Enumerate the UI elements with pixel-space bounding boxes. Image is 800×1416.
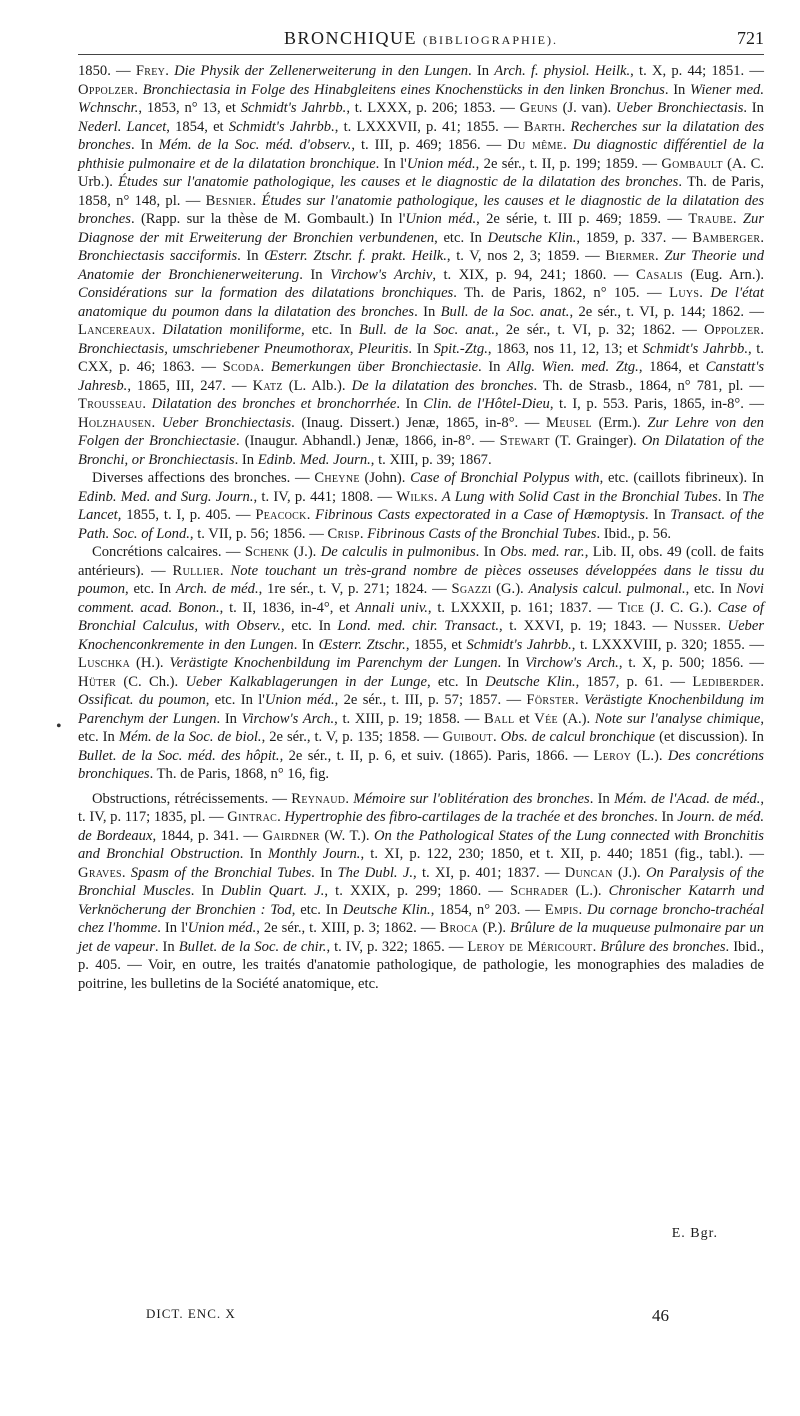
citation-text: . In bbox=[408, 340, 434, 357]
author-name: Empis bbox=[544, 901, 579, 918]
citation-text: , etc. In bbox=[685, 581, 737, 597]
page-title bbox=[78, 28, 764, 49]
author-name: Schenk bbox=[244, 544, 290, 560]
citation-text: , etc. In bbox=[125, 581, 176, 597]
citation-text: . bbox=[219, 562, 231, 579]
citation-text: . bbox=[574, 692, 584, 708]
citation-text: . bbox=[277, 809, 285, 825]
citation-title: On the Pathological States of the Lung connected with Bronchitis and Bronchial Obstruction bbox=[78, 827, 764, 862]
footer-volume-label: DICT. ENC. X bbox=[146, 1306, 236, 1321]
author-name: Nusser bbox=[673, 618, 718, 634]
author-name: Hüter bbox=[78, 673, 117, 690]
citation-title: Ueber Knochenconkremente in den Lungen bbox=[78, 618, 765, 653]
citation-text: . In bbox=[216, 710, 242, 727]
citation-text: , 1844, p. 341. — bbox=[152, 827, 263, 844]
author-name: Bamberger bbox=[692, 229, 761, 246]
citation-text: . In bbox=[293, 636, 319, 653]
citation-title: Monthly Journ. bbox=[267, 846, 361, 862]
citation-text: . bbox=[142, 396, 152, 412]
author-name: Cheyne bbox=[314, 470, 360, 486]
citation-text: . bbox=[151, 322, 163, 338]
citation-title: Analysis calcul. pulmonal. bbox=[528, 581, 686, 597]
citation-title: Allg. Wien. med. Ztg. bbox=[507, 359, 639, 375]
citation-title: Bull. de la Soc. anat. bbox=[440, 303, 570, 320]
citation-text: , t. LXXXVII, p. 41; 1855. — bbox=[334, 118, 524, 135]
citation-text: . Ibid., p. 56. bbox=[596, 525, 672, 542]
citation-title: Brûlure de la muqueuse pulmonaire par un jet de vapeur bbox=[78, 920, 764, 955]
citation-title: Des concrétions bronchiques bbox=[78, 747, 764, 782]
citation-title: Virchow's Arch. bbox=[525, 655, 619, 671]
citation-title: Bronchiectasis sacciformis bbox=[78, 248, 238, 264]
citation-text: . bbox=[655, 248, 665, 264]
citation-text: . bbox=[492, 729, 501, 745]
citation-title: On Paralysis of the Bronchial Muscles bbox=[78, 864, 765, 899]
author-name: Biermer bbox=[605, 248, 656, 264]
citation-title: Considérations sur la formation des dilatations bronchiques bbox=[78, 285, 454, 301]
author-name: Oppolzer bbox=[704, 322, 761, 338]
citation-text: . In bbox=[237, 248, 265, 264]
author-name: Luys bbox=[669, 285, 700, 301]
citation-title: Verästigte Knochenbildung im Parenchym der Lungen bbox=[169, 655, 498, 671]
citation-text: (H.). bbox=[130, 655, 170, 671]
bibliography-body bbox=[78, 62, 764, 993]
citation-text: . In bbox=[743, 100, 764, 116]
citation-text: . In bbox=[589, 790, 615, 807]
citation-title: Case of Bronchial Calculus, with Observ. bbox=[78, 599, 764, 634]
citation-text: . In l' bbox=[157, 920, 188, 936]
citation-text: . bbox=[563, 137, 573, 153]
author-name: Rullier bbox=[172, 562, 220, 579]
citation-title: Edinb. Med. and Surg. Journ. bbox=[78, 488, 254, 505]
citation-title: Union méd. bbox=[405, 211, 477, 227]
citation-title: Bullet. de la Soc. méd. des hôpit. bbox=[78, 747, 280, 764]
citation-text: , 2e série, t. III p. 469; 1859. — bbox=[476, 211, 689, 227]
citation-text: . bbox=[760, 229, 764, 246]
author-name: Meusel bbox=[546, 414, 592, 431]
citation-text: , t. IV, p. 441; 1808. — bbox=[253, 488, 397, 505]
citation-text: . (Inaug. Dissert.) Jenæ, 1865, in-8°. — bbox=[291, 414, 547, 431]
citation-text: . In bbox=[299, 266, 331, 283]
citation-title: Schmidt's Jahrbb. bbox=[466, 636, 572, 653]
citation-text: . (Rapp. sur la thèse de M. Gombault.) In l' bbox=[130, 211, 406, 227]
citation-title: Bullet. de la Soc. de chir. bbox=[178, 938, 327, 955]
citation-title: A Lung with Solid Cast in the Bronchial Tubes bbox=[441, 488, 718, 505]
citation-text: Obstructions, rétrécissements. — bbox=[92, 790, 292, 807]
citation-title: Zur Theorie und Anatomie der Bronchienerweiterung bbox=[78, 248, 765, 283]
author-name: Frey bbox=[135, 63, 166, 79]
author-name: Duncan bbox=[564, 864, 613, 881]
citation-text: (Eug. Arn.). bbox=[682, 266, 764, 283]
citation-text: , t. XXIX, p. 299; 1860. — bbox=[324, 883, 511, 899]
citation-text: . bbox=[592, 938, 601, 955]
citation-text: . bbox=[578, 901, 588, 918]
citation-text: , t. XIII, p. 39; 1867. bbox=[370, 451, 492, 468]
citation-text: . In bbox=[497, 655, 526, 671]
citation-title: Mém. de la Soc. de biol. bbox=[118, 729, 262, 745]
citation-title: Die Physik der Zellenerweiterung in den Lungen bbox=[174, 63, 469, 79]
citation-text: . In bbox=[234, 451, 258, 468]
citation-title: Deutsche Klin. bbox=[485, 673, 576, 690]
citation-text: (P.). bbox=[478, 920, 510, 936]
citation-text: . bbox=[345, 790, 354, 807]
citation-title: De calculis in pulmonibus bbox=[320, 544, 476, 560]
citation-title: Edinb. Med. Journ. bbox=[257, 451, 371, 468]
bibliography-paragraph bbox=[78, 790, 764, 994]
citation-title: Nederl. Lancet bbox=[78, 118, 167, 135]
citation-title: Fibrinous Casts expectorated in a Case of Hæmoptysis bbox=[315, 507, 645, 523]
citation-text: . bbox=[165, 63, 175, 79]
citation-text: , t. II, 1836, in-4°, et bbox=[219, 599, 356, 616]
citation-text: , t. XIX, p. 94, 241; 1860. — bbox=[432, 266, 637, 283]
citation-title: Bemerkungen über Bronchiectasie bbox=[270, 359, 479, 375]
citation-title: Case of Bronchial Polypus with bbox=[410, 470, 600, 486]
citation-title: Deutsche Klin. bbox=[342, 901, 431, 918]
citation-title: Obs. de calcul bronchique bbox=[500, 729, 656, 745]
citation-text: , etc. In bbox=[426, 673, 486, 690]
citation-text: , 2e sér., t. V, p. 135; 1858. — bbox=[261, 729, 443, 745]
citation-text: , 1864, et bbox=[638, 359, 706, 375]
author-name: Besnier bbox=[205, 192, 253, 209]
citation-text: , 1865, III, 247. — bbox=[127, 377, 253, 394]
citation-text: , etc. In bbox=[78, 710, 764, 745]
citation-title: The Lancet bbox=[78, 488, 764, 523]
citation-text: , t. LXXXVIII, p. 320; 1855. — bbox=[571, 636, 764, 653]
author-name: Katz bbox=[252, 377, 283, 394]
citation-title: Deutsche Klin. bbox=[487, 229, 577, 246]
author-name: Stewart bbox=[499, 433, 550, 449]
citation-text: , 2e sér., t. VI, p. 144; 1862. — bbox=[569, 303, 764, 320]
author-name: Crisp bbox=[327, 525, 360, 542]
citation-text: , etc. In bbox=[434, 229, 488, 246]
citation-title: Transact. of the Path. Soc. of Lond. bbox=[78, 507, 764, 542]
author-name: Ball bbox=[484, 710, 515, 727]
citation-text: , 2e sér., t. II, p. 6, et suiv. (1865). Paris, 1866. — bbox=[279, 747, 594, 764]
citation-text: , t. X, p. 44; 1851. — bbox=[630, 63, 765, 79]
citation-title: Schmidt's Jahrbb. bbox=[240, 100, 347, 116]
citation-text: . Th. de Strasb., 1864, n° 781, pl. — bbox=[533, 377, 765, 394]
author-name: Gairdner bbox=[262, 827, 320, 844]
citation-title: Œsterr. Ztschr. f. prakt. Heilk. bbox=[264, 248, 447, 264]
citation-text: , t. III, p. 469; 1856. — bbox=[351, 137, 508, 153]
citation-text: , t. V, nos 2, 3; 1859. — bbox=[446, 248, 606, 264]
citation-title: Lond. med. chir. Transact. bbox=[337, 618, 500, 634]
author-name: Schrader bbox=[510, 883, 569, 899]
citation-text: , 2e sér., t. VI, p. 32; 1862. — bbox=[495, 322, 705, 338]
citation-title: Études sur l'anatomie pathologique, les causes et le diagnostic de la dilatation des bronches bbox=[78, 192, 764, 227]
citation-text: . In bbox=[396, 396, 424, 412]
citation-text: . bbox=[306, 507, 316, 523]
author-name: Förster bbox=[526, 692, 575, 708]
citation-text: , 1853, n° 13, et bbox=[138, 100, 241, 116]
citation-title: Wiener med. Wchnschr. bbox=[78, 81, 765, 116]
citation-text: . In bbox=[717, 488, 743, 505]
citation-text: , etc. In bbox=[281, 618, 338, 634]
citation-title: Note sur l'analyse chimique bbox=[594, 710, 761, 727]
citation-title: Arch. f. physiol. Heilk. bbox=[494, 63, 631, 79]
author-name: Peacock bbox=[255, 507, 307, 523]
author-name: Trousseau bbox=[78, 396, 143, 412]
citation-title: Zur Lehre von den Folgen der Bronchiectasie bbox=[78, 414, 764, 449]
citation-text: . bbox=[732, 211, 743, 227]
citation-text: . In bbox=[664, 81, 691, 98]
margin-bullet-mark: • bbox=[56, 718, 62, 735]
citation-text: . In bbox=[154, 938, 179, 955]
citation-text: , etc. In bbox=[300, 322, 359, 338]
citation-text: . In bbox=[130, 137, 159, 153]
author-name: Lancereaux bbox=[78, 322, 152, 338]
citation-text: . bbox=[359, 525, 368, 542]
citation-text: . Th. de Paris, 1858, n° 148, pl. — bbox=[78, 174, 764, 209]
running-header bbox=[78, 28, 764, 52]
citation-text: . In bbox=[190, 883, 221, 899]
citation-text: , 2e sér., t. II, p. 199; 1859. — bbox=[475, 155, 662, 172]
citation-text: . Th. de Paris, 1862, n° 105. — bbox=[453, 285, 670, 301]
citation-text: . In bbox=[468, 63, 495, 79]
author-name: Wilks bbox=[396, 488, 434, 505]
bibliography-paragraph bbox=[78, 543, 764, 784]
citation-text: (J.). bbox=[612, 864, 646, 881]
author-name: Graves bbox=[78, 864, 122, 881]
citation-title: Mém. de la Soc. méd. d'observ. bbox=[158, 137, 352, 153]
citation-text: . (Inaugur. Abhandl.) Jenæ, 1866, in-8°. — bbox=[235, 433, 500, 449]
citation-text: , t. I, p. 553. Paris, 1865, in-8°. — bbox=[549, 396, 765, 412]
citation-text: , t. XIII, p. 19; 1858. — bbox=[334, 710, 485, 727]
citation-text: . bbox=[134, 81, 143, 98]
citation-text: (John). bbox=[359, 470, 411, 486]
author-name: Du même bbox=[507, 137, 564, 153]
author-name: Luschka bbox=[78, 655, 131, 671]
author-name: Broca bbox=[439, 920, 479, 936]
citation-text: , t. LXXXII, p. 161; 1837. — bbox=[427, 599, 618, 616]
citation-text: . In bbox=[311, 864, 338, 881]
citation-text: . Ibid., p. 405. — Voir, en outre, les traités d'anatomie pathologique, de pathologie, les monographies des maladies de poitrine, les bulletins de la Société anatomique, etc. bbox=[78, 938, 765, 992]
citation-text: Concrétions calcaires. — bbox=[92, 544, 245, 560]
citation-text: , 1re sér., t. V, p. 271; 1824. — bbox=[258, 581, 452, 597]
citation-text: (T. Grainger). bbox=[549, 433, 642, 449]
citation-title: Dilatation moniliforme bbox=[162, 322, 301, 338]
citation-title: Obs. med. rar. bbox=[500, 544, 585, 560]
citation-text: . bbox=[121, 864, 131, 881]
bibliography-paragraph bbox=[78, 469, 764, 543]
author-name: Reynaud bbox=[291, 790, 346, 807]
citation-text: , 1855, et bbox=[405, 636, 467, 653]
citation-title: The Dubl. J. bbox=[337, 864, 414, 881]
citation-title: Mémoire sur l'oblitération des bronches bbox=[353, 790, 590, 807]
citation-title: Note touchant un très-grand nombre de pièces osseuses développées dans le tissu du poumon bbox=[78, 562, 764, 597]
citation-text: (G.). bbox=[491, 581, 529, 597]
citation-title: Mém. de l'Acad. de méd. bbox=[614, 790, 761, 807]
citation-text: (L. Alb.). bbox=[282, 377, 352, 394]
citation-title: Union méd. bbox=[264, 692, 335, 708]
citation-title: Virchow's Arch. bbox=[241, 710, 335, 727]
citation-text: . bbox=[433, 488, 442, 505]
citation-text: (A.). bbox=[557, 710, 595, 727]
citation-title: Schmidt's Jahrbb. bbox=[642, 340, 748, 357]
author-name: Geuns bbox=[519, 100, 558, 116]
citation-title: Annali univ. bbox=[355, 599, 428, 616]
citation-text: Diverses affections des bronches. — bbox=[92, 470, 315, 486]
citation-text: , t. IV, p. 322; 1865. — bbox=[326, 938, 468, 955]
citation-title: Virchow's Archiv bbox=[330, 266, 433, 283]
citation-title: Ueber Kalkablagerungen in der Lunge bbox=[185, 673, 427, 690]
citation-text: . bbox=[151, 414, 162, 431]
citation-text: , etc. (caillots fibrineux). In bbox=[599, 470, 764, 486]
citation-title: Œsterr. Ztschr. bbox=[318, 636, 406, 653]
citation-text: (J. C. G.). bbox=[644, 599, 718, 616]
citation-text: , 2e sér., t. XIII, p. 3; 1862. — bbox=[256, 920, 440, 936]
citation-text: , etc. In bbox=[291, 901, 343, 918]
author-name: Vée bbox=[534, 710, 558, 727]
citation-text: . In bbox=[478, 359, 508, 375]
citation-title: Canstatt's Jahresb. bbox=[78, 359, 765, 394]
citation-title: Bronchiectasis, umschriebener Pneumothorax, Pleuritis bbox=[78, 340, 409, 357]
citation-text: . In bbox=[475, 544, 501, 560]
citation-text: (Erm.). bbox=[591, 414, 648, 431]
citation-title: Verästigte Knochenbildung im Parenchym der Lungen bbox=[78, 692, 765, 727]
citation-title: Union méd. bbox=[406, 155, 476, 172]
citation-title: Arch. de méd. bbox=[175, 581, 259, 597]
citation-title: Clin. de l'Hôtel-Dieu bbox=[423, 396, 550, 412]
citation-title: Union méd. bbox=[187, 920, 257, 936]
citation-title: De la dilatation des bronches bbox=[351, 377, 534, 394]
citation-title: Ueber Bronchiectasis bbox=[161, 414, 292, 431]
citation-text: . In l' bbox=[375, 155, 407, 172]
citation-title: Spit.-Ztg. bbox=[433, 340, 488, 357]
author-name: Guibout bbox=[442, 729, 493, 745]
citation-title: Du diagnostic différentiel de la phthisie pulmonaire et de la dilatation bronchique bbox=[78, 137, 765, 172]
citation-text: , t. IV, p. 117; 1835, pl. — bbox=[78, 790, 764, 825]
author-name: Oppolzer bbox=[78, 81, 135, 98]
citation-text: . bbox=[260, 359, 271, 375]
citation-text: (A. C. Urb.). bbox=[78, 155, 764, 190]
author-name: Holzhausen bbox=[78, 414, 152, 431]
citation-text: (et discussion). In bbox=[655, 729, 764, 745]
author-name: Scoda bbox=[222, 359, 261, 375]
citation-title: Hypertrophie des fibro-cartilages de la trachée et des bronches bbox=[284, 809, 655, 825]
citation-text: . Th. de Paris, 1868, n° 16, fig. bbox=[149, 766, 330, 782]
bibliography-paragraph bbox=[78, 62, 764, 469]
author-name: Gombault bbox=[661, 155, 723, 172]
citation-text: (L.). bbox=[631, 747, 668, 764]
citation-text: , 1855, t. I, p. 405. — bbox=[117, 507, 256, 523]
citation-title: Spasm of the Bronchial Tubes bbox=[130, 864, 312, 881]
title-subtitle: (BIBLIOGRAPHIE). bbox=[423, 33, 558, 47]
citation-title: Bull. de la Soc. anat. bbox=[358, 322, 496, 338]
citation-title: Schmidt's Jahrbb. bbox=[228, 118, 335, 135]
citation-text: , t. XI, p. 401; 1837. — bbox=[413, 864, 565, 881]
citation-text: , 1857, p. 61. — bbox=[575, 673, 693, 690]
citation-title: Bronchiectasia in Folge des Hinabgleitens eines Knochenstücks in den linken Bronchus bbox=[142, 81, 665, 98]
citation-title: On Dilatation of the Bronchi, or Bronchiectasis bbox=[78, 433, 765, 468]
author-signature: E. Bgr. bbox=[671, 1226, 718, 1241]
citation-text: , t. XI, p. 122, 230; 1850, et t. XII, p. 440; 1851 (fig., tabl.). — bbox=[360, 846, 764, 862]
author-name: Gintrac bbox=[227, 809, 278, 825]
citation-title: Ueber Bronchiectasis bbox=[615, 100, 744, 116]
citation-text: . In bbox=[414, 303, 441, 320]
citation-text: . In bbox=[654, 809, 678, 825]
citation-text: , t. XXVI, p. 19; 1843. — bbox=[499, 618, 674, 634]
citation-text: . In bbox=[239, 846, 268, 862]
citation-text: (L.). bbox=[568, 883, 609, 899]
citation-text: . bbox=[717, 618, 728, 634]
citation-text: (J. van). bbox=[557, 100, 616, 116]
header-rule bbox=[78, 54, 764, 55]
citation-text: , 1854, et bbox=[166, 118, 229, 135]
citation-text: . bbox=[699, 285, 711, 301]
citation-title: Fibrinous Casts of the Bronchial Tubes bbox=[367, 525, 597, 542]
author-name: Traube bbox=[688, 211, 733, 227]
citation-text: 1850. — bbox=[78, 63, 136, 79]
citation-text: (J.). bbox=[289, 544, 321, 560]
author-name: Lediberder bbox=[692, 673, 761, 690]
citation-text: (W. T.). bbox=[319, 827, 374, 844]
citation-text: (C. Ch.). bbox=[116, 673, 186, 690]
title-main: BRONCHIQUE bbox=[283, 28, 417, 48]
citation-text: , etc. In l' bbox=[205, 692, 265, 708]
citation-text: , t. CXX, p. 46; 1863. — bbox=[78, 340, 764, 375]
citation-title: Ossificat. du poumon bbox=[78, 692, 206, 708]
citation-text: , t. X, p. 500; 1856. — bbox=[618, 655, 765, 671]
citation-title: Novi comment. acad. Bonon. bbox=[78, 581, 764, 616]
citation-text: , 2e sér., t. III, p. 57; 1857. — bbox=[334, 692, 527, 708]
citation-text: , t. LXXX, p. 206; 1853. — bbox=[346, 100, 520, 116]
citation-title: Études sur l'anatomie pathologique, les causes et le diagnostic de la dilatation des bronches bbox=[118, 174, 679, 190]
citation-text: . bbox=[252, 192, 262, 209]
author-name: Leroy de Méricourt bbox=[467, 938, 593, 955]
citation-title: Brûlure des bronches bbox=[600, 938, 726, 955]
citation-title: Chronischer Katarrh und Verknöcherung der Bronchien : Tod bbox=[78, 883, 765, 918]
citation-title: Du cornage broncho-trachéal chez l'homme bbox=[78, 901, 765, 936]
citation-title: Zur Diagnose der mit Erweiterung der Bronchien verbundenen bbox=[78, 211, 764, 246]
citation-text: , 1854, n° 203. — bbox=[430, 901, 545, 918]
citation-title: Recherches sur la dilatation des bronches bbox=[78, 118, 764, 153]
author-name: Barth bbox=[523, 118, 562, 135]
citation-title: Dublin Quart. J. bbox=[220, 883, 325, 899]
citation-text: . In bbox=[644, 507, 671, 523]
citation-text: . bbox=[760, 322, 764, 338]
author-name: Leroy bbox=[593, 747, 632, 764]
citation-text: , 1863, nos 11, 12, 13; et bbox=[487, 340, 643, 357]
page-number: 721 bbox=[737, 28, 764, 48]
citation-title: De l'état anatomique du poumon dans la dilatation des bronches bbox=[78, 285, 764, 320]
citation-text: . bbox=[760, 673, 764, 690]
author-name: Tice bbox=[617, 599, 645, 616]
citation-title: Dilatation des bronches et bronchorrhée bbox=[151, 396, 397, 412]
citation-title: Journ. de méd. de Bordeaux bbox=[78, 809, 765, 844]
citation-text: et bbox=[514, 710, 535, 727]
citation-text: . bbox=[561, 118, 571, 135]
citation-text: , Lib. II, obs. 49 (coll. de faits antérieurs). — bbox=[78, 544, 764, 579]
author-name: Sgazzi bbox=[451, 581, 492, 597]
author-name: Casalis bbox=[636, 266, 683, 283]
citation-text: , 1859, p. 337. — bbox=[576, 229, 693, 246]
citation-text: , t. VII, p. 56; 1856. — bbox=[189, 525, 328, 542]
footer-sheet-number: 46 bbox=[652, 1306, 669, 1325]
